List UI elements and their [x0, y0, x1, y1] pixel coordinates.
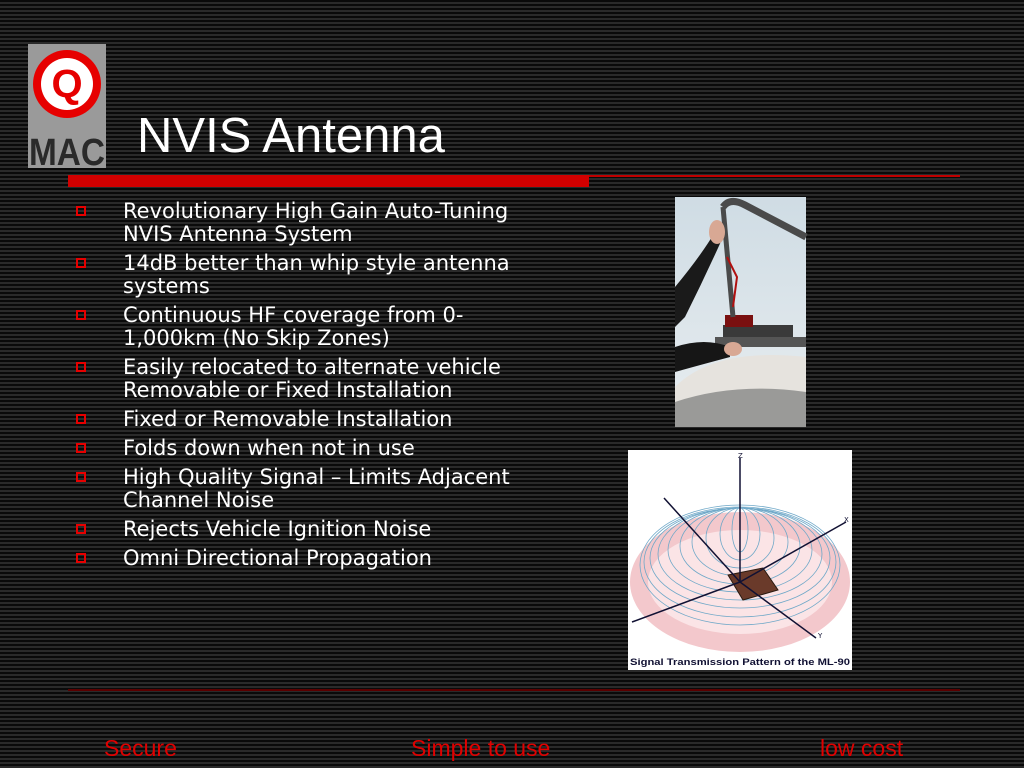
- qmac-logo: [28, 44, 106, 174]
- list-item-text: Rejects Vehicle Ignition Noise: [123, 517, 432, 541]
- bullet-box-icon: [76, 206, 86, 216]
- title-divider-thick: [68, 175, 589, 187]
- list-item: [76, 252, 516, 298]
- list-item-text: Fixed or Removable Installation: [123, 407, 453, 431]
- footer-label-secure: Secure: [104, 735, 177, 761]
- list-item: [76, 200, 516, 246]
- diagram-caption: Signal Transmission Pattern of the ML-90: [630, 657, 850, 668]
- logo-letter-q: Q: [51, 62, 83, 106]
- title-divider: [68, 175, 960, 189]
- list-item-text: Folds down when not in use: [123, 436, 415, 460]
- axis-label-x: X: [844, 516, 849, 524]
- axis-label-z: Z: [738, 452, 743, 460]
- bullet-box-icon: [76, 553, 86, 563]
- radiation-pattern-diagram: [628, 450, 852, 670]
- bullet-box-icon: [76, 258, 86, 268]
- bullet-box-icon: [76, 443, 86, 453]
- list-item: [76, 518, 516, 541]
- list-item: [76, 408, 516, 431]
- list-item-text: Continuous HF coverage from 0-1,000km (No Skip Zones): [123, 303, 464, 350]
- axis-label-y: Y: [818, 632, 823, 640]
- footer-label-cost: low cost: [820, 735, 904, 761]
- list-item-text: Revolutionary High Gain Auto-Tuning NVIS Antenna System: [123, 199, 509, 246]
- footer-label-simple: Simple to use: [411, 735, 551, 761]
- title-divider-thin: [589, 175, 960, 177]
- list-item-text: Easily relocated to alternate vehicle Removable or Fixed Installation: [123, 355, 501, 402]
- logo-text-mac: MAC: [29, 132, 105, 174]
- feature-list: [76, 200, 516, 576]
- bullet-box-icon: [76, 414, 86, 424]
- list-item: [76, 437, 516, 460]
- list-item: [76, 466, 516, 512]
- list-item-text: 14dB better than whip style antenna systems: [123, 251, 510, 298]
- slide-title: NVIS Antenna: [137, 109, 445, 163]
- list-item: [76, 356, 516, 402]
- footer-divider: [68, 689, 960, 691]
- list-item-text: High Quality Signal – Limits Adjacent Channel Noise: [123, 465, 510, 512]
- bullet-box-icon: [76, 362, 86, 372]
- bullet-box-icon: [76, 524, 86, 534]
- list-item: [76, 547, 516, 570]
- list-item: [76, 304, 516, 350]
- antenna-installation-photo: [675, 197, 806, 427]
- bullet-box-icon: [76, 472, 86, 482]
- list-item-text: Omni Directional Propagation: [123, 546, 432, 570]
- bullet-box-icon: [76, 310, 86, 320]
